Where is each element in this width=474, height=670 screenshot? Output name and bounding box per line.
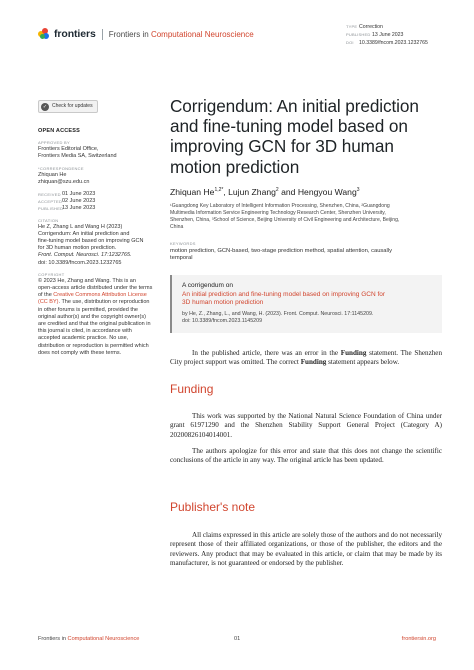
intro-paragraph: In the published article, there was an error in the Funding statement. The Shenzhen City project support was omitted. The correct Funding statement appears below. [170,349,442,367]
publishers-note-paragraph: All claims expressed in this article are solely those of the authors and do not necessarily represent those of their affiliated organizations, or those of the publisher, the editors and the reviewers. Any product that may be evaluated in this article, or claim that may be made by its manufacturer, is not guaranteed or endorsed by the publisher. [170,531,442,568]
citation-line: Front. Comput. Neurosci. 17:1232765. [38,252,132,259]
citation-line: for 3D human motion prediction. [38,245,117,252]
page-number: 01 [234,636,241,642]
copyright-line: in other forums is permitted, provided the [38,306,138,313]
logo-text: frontiers [54,28,96,40]
date-published: PUBLISHED 13 June 2023 [38,205,96,212]
article-meta [346,23,428,48]
copyright-line: does not comply with these terms. [38,349,122,356]
funding-paragraph: This work was supported by the National Natural Science Foundation of China under grant 61971290 and the Shenzhen Stability Support General Project (Category A) 20200826104014001. [170,412,442,439]
affiliation-line: ¹Guangdong Key Laboratory of Intelligent Information Processing, Shenzhen, China, ²Guangdong [170,202,390,209]
citation-line: Corrigendum: An initial prediction and [38,230,130,237]
corrigendum-heading: A corrigendum on [182,282,233,289]
article-main [170,96,442,263]
title-line: Corrigendum: An initial prediction [170,96,419,116]
funding-heading: Funding [170,382,214,396]
affiliation-line: Shenzhen, China, ³School of Science, Beijing University of Civil Engineering and Architecture, Beijing, [170,217,400,224]
copyright-line: © 2023 He, Zhang and Wang. This is an [38,277,136,284]
copyright-line: are credited and that the original publication in [38,321,151,328]
date-received: RECEIVED 01 June 2023 [38,191,96,198]
original-article-link[interactable]: An initial prediction and fine-tuning model based on improving GCN for 3D human motion prediction [182,291,386,306]
keywords-line: motion prediction, GCN-based, two-stage prediction method, spatial attention, causally [170,247,393,254]
copyright-line: accepted academic practice. No use, [38,335,129,342]
author-name[interactable]: Lujun Zhang [228,186,276,197]
journal-name: Computational Neuroscience [150,29,254,39]
check-for-updates-button[interactable] [38,100,98,113]
copyright-line: this journal is cited, in accordance with [38,328,132,335]
correspondence-label: *CORRESPONDENCE [38,165,84,171]
citation-line: He Z, Zhang L and Wang H (2023) [38,223,123,230]
footer-site-link[interactable]: frontiersin.org [401,636,436,642]
journal-title[interactable] [109,30,254,39]
keywords-label: KEYWORDS [170,240,196,246]
title-line: motion prediction [170,156,300,177]
citation-line: fine-tuning model based on improving GCN [38,238,144,245]
affiliation-line: Multimedia Information Service Engineering Technology Research Center, Shenzhen University, [170,210,386,217]
approved-by-label: APPROVED BY [38,140,70,146]
approved-by-line: Frontiers Editorial Office, [38,146,99,153]
frontiers-logo [38,28,254,40]
page-header [0,0,474,66]
original-article-citation: by He, Z., Zhang, L., and Wang, H. (2023). Front. Comput. Neurosci. 17:1145209. doi: 10.3389/fncom.2023.1145209 [182,311,374,324]
article-sidebar [38,100,166,357]
meta-type: TYPE Correction [346,24,383,30]
cc-by-link[interactable]: (CC BY) [38,299,59,306]
citation-label: CITATION [38,217,59,223]
title-line: and fine-tuning model based on [170,116,408,137]
publishers-note-heading: Publisher's note [170,500,256,514]
journal-prefix: Frontiers in [108,29,151,39]
approved-by-line: Frontiers Media SA, Switzerland [38,153,117,160]
footer-journal[interactable]: Frontiers in Computational Neuroscience [38,636,140,642]
article-title [170,96,442,177]
article-dates [38,191,166,213]
copyright-line: of the Creative Commons Attribution License [38,292,147,299]
corrigendum-box [170,275,442,333]
keywords-line: temporal [170,255,193,262]
meta-published: PUBLISHED 13 June 2023 [346,32,404,39]
citation-doi[interactable]: doi: 10.3389/fncom.2023.1232765 [38,259,122,266]
correspondence-name: Zhiquan He [38,171,67,178]
cc-license-link[interactable]: Creative Commons Attribution License [53,292,147,299]
affiliation-line: China [170,224,184,231]
logo-divider [102,29,103,40]
apology-paragraph: The authors apologize for this error and state that this does not change the scientific conclusions of the article in any way. The original article has been updated. [170,447,442,465]
title-line: improving GCN for 3D human [170,136,394,157]
copyright-label: COPYRIGHT [38,271,65,277]
affiliations [170,203,442,232]
copyright-line: open-access article distributed under the terms [38,285,153,292]
correspondence-email[interactable]: zhiquan@szu.edu.cn [38,178,90,185]
check-updates-label: Check for updates [52,102,93,109]
meta-doi[interactable]: DOI 10.3389/fncom.2023.1232765 [346,40,428,47]
frontiers-logo-icon [38,28,51,40]
copyright-line: (CC BY). The use, distribution or reproduction [38,299,150,306]
copyright-line: original author(s) and the copyright owner(s) [38,313,146,320]
author-name[interactable]: Zhiquan He [170,186,215,197]
author-name[interactable]: Hengyou Wang [297,186,357,197]
open-access-label: OPEN ACCESS [38,128,81,134]
author-list: Zhiquan $He^{1,2*}$, Lujun Zhang$^2$ and Hengyou Wang$^3$ [170,186,360,197]
date-accepted: ACCEPTED 02 June 2023 [38,198,96,205]
copyright-line: distribution or reproduction is permitted which [38,342,149,349]
keywords [170,248,442,263]
update-check-icon: ✓ [42,103,48,110]
